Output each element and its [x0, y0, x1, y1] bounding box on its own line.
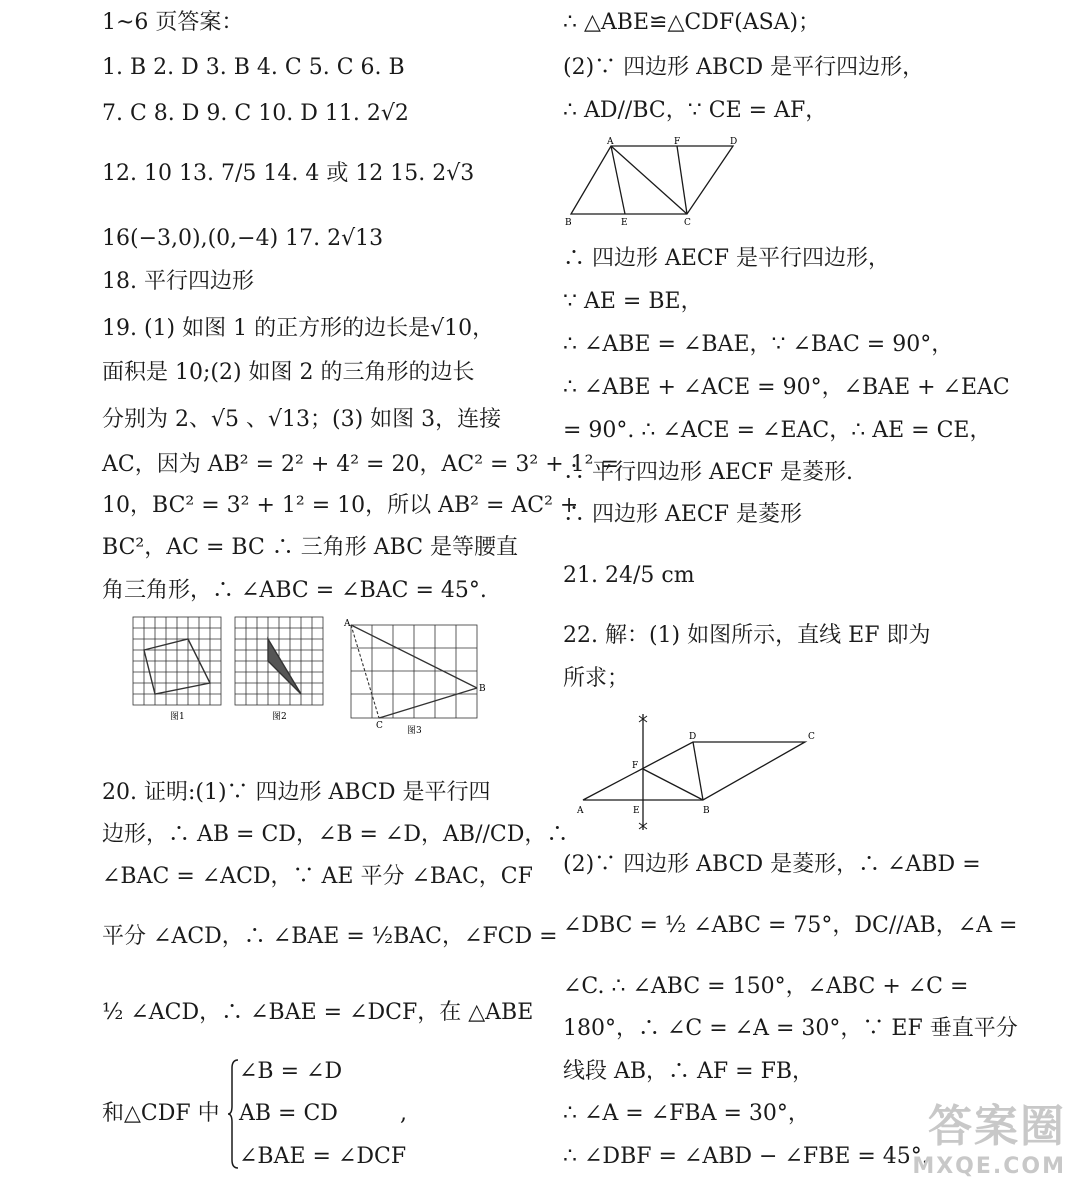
- p2-label-a: A: [577, 806, 584, 816]
- rhombus-figure: [575, 712, 840, 834]
- fig3-label-a: A: [344, 619, 351, 629]
- grid-figure-3: [351, 625, 477, 718]
- solution-line: ∴ ∠ABE = ∠BAE，∵ ∠BAC = 90°，: [563, 332, 954, 357]
- solution-line: 180°，∴ ∠C = ∠A = 30°，∵ EF 垂直平分: [563, 1016, 1018, 1041]
- solution-line: 边形，∴ AB = CD，∠B = ∠D，AB//CD，∴: [102, 822, 569, 847]
- fig3-label-c: C: [376, 721, 383, 731]
- p1-label-d: D: [730, 137, 738, 147]
- grid-figure-1: [133, 617, 221, 705]
- p2-label-c: C: [808, 732, 815, 742]
- solution-line: ∠C. ∴ ∠ABC = 150°，∠ABC + ∠C =: [563, 974, 969, 999]
- comma: ,: [400, 1101, 407, 1126]
- solution-line: ∠DBC = ½ ∠ABC = 75°，DC//AB，∠A =: [563, 913, 1018, 938]
- solution-line: ∴ 平行四边形 AECF 是菱形.: [563, 460, 854, 485]
- solution-line: 面积是 10;(2) 如图 2 的三角形的边长: [102, 360, 475, 385]
- solution-line: 22. 解：(1) 如图所示，直线 EF 即为: [563, 623, 931, 648]
- p2-label-f: F: [632, 761, 639, 771]
- p2-label-d: D: [689, 732, 697, 742]
- grid-figure-2: [235, 617, 323, 705]
- solution-line: ∵ AE = BE，: [563, 289, 703, 314]
- p2-label-e: E: [633, 806, 640, 816]
- figure-2-caption: 图2: [272, 712, 287, 722]
- solution-line: 和△CDF 中: [102, 1101, 220, 1126]
- solution-line: ∴ 四边形 AECF 是平行四边形，: [563, 246, 891, 271]
- p1-label-f: F: [674, 137, 681, 147]
- figure-3-caption: 图3: [407, 726, 422, 736]
- solution-line: ∴ AD//BC，∵ CE = AF，: [563, 98, 828, 123]
- answer-line: 7. C 8. D 9. C 10. D 11. 2√2: [102, 101, 409, 126]
- solution-line: BC²，AC = BC ∴ 三角形 ABC 是等腰直: [102, 535, 519, 560]
- solution-line: ∴ △ABE≌△CDF(ASA)；: [563, 10, 821, 35]
- watermark-top: 答案圈: [928, 1101, 1066, 1152]
- answer-line: 18. 平行四边形: [102, 269, 254, 294]
- answer-line: 12. 10 13. 7/5 14. 4 或 12 15. 2√3: [102, 161, 475, 186]
- q19-figures: [130, 616, 486, 738]
- p1-label-a: A: [607, 137, 614, 147]
- system-line: ∠BAE = ∠DCF: [239, 1144, 407, 1169]
- system-line: AB = CD: [239, 1101, 338, 1126]
- solution-line: (2)∵ 四边形 ABCD 是菱形，∴ ∠ABD =: [563, 852, 981, 877]
- solution-line: 10，BC² = 3² + 1² = 10，所以 AB² = AC² +: [102, 493, 579, 518]
- solution-line: 角三角形，∴ ∠ABC = ∠BAC = 45°.: [102, 578, 487, 603]
- solution-line: 所求；: [563, 666, 630, 691]
- answer-line: 16(−3,0),(0,−4) 17. 2√13: [102, 226, 384, 251]
- solution-line: ∠BAC = ∠ACD，∵ AE 平分 ∠BAC，CF: [102, 864, 533, 889]
- solution-line: = 90°. ∴ ∠ACE = ∠EAC，∴ AE = CE，: [563, 418, 992, 443]
- solution-line: ½ ∠ACD，∴ ∠BAE = ∠DCF，在 △ABE: [102, 1000, 534, 1025]
- solution-line: ∴ ∠DBF = ∠ABD − ∠FBE = 45°.: [563, 1144, 929, 1169]
- solution-line: (2)∵ 四边形 ABCD 是平行四边形，: [563, 55, 925, 80]
- answer-line: 1. B 2. D 3. B 4. C 5. C 6. B: [102, 55, 405, 80]
- watermark-bottom: MXQE.COM: [912, 1154, 1066, 1179]
- solution-line: 平分 ∠ACD，∴ ∠BAE = ½BAC，∠FCD =: [102, 924, 558, 949]
- solution-line: 19. (1) 如图 1 的正方形的边长是√10，: [102, 316, 495, 341]
- answers-heading: 1~6 页答案：: [102, 10, 244, 35]
- solution-line: ∴ ∠A = ∠FBA = 30°，: [563, 1101, 810, 1126]
- solution-line: 线段 AB，∴ AF = FB，: [563, 1059, 815, 1084]
- fig3-label-b: B: [479, 684, 486, 694]
- p1-label-c: C: [684, 218, 691, 228]
- solution-line: ∴ 四边形 AECF 是菱形: [563, 502, 803, 527]
- parallelogram-figure: [563, 136, 743, 230]
- watermark-logo: [912, 1090, 1066, 1179]
- p1-label-b: B: [565, 218, 572, 228]
- brace-icon: [227, 1058, 239, 1170]
- solution-line: 20. 证明:(1)∵ 四边形 ABCD 是平行四: [102, 780, 491, 805]
- p2-label-b: B: [703, 806, 710, 816]
- solution-line: ∴ ∠ABE + ∠ACE = 90°，∠BAE + ∠EAC: [563, 375, 1010, 400]
- answer-line: 21. 24/5 cm: [563, 563, 695, 588]
- system-line: ∠B = ∠D: [239, 1059, 343, 1084]
- figure-1-caption: 图1: [170, 712, 185, 722]
- p1-label-e: E: [621, 218, 628, 228]
- solution-line: AC，因为 AB² = 2² + 4² = 20，AC² = 3² + 1² =: [102, 452, 619, 477]
- solution-line: 分别为 2、√5 、√13；(3) 如图 3，连接: [102, 407, 502, 432]
